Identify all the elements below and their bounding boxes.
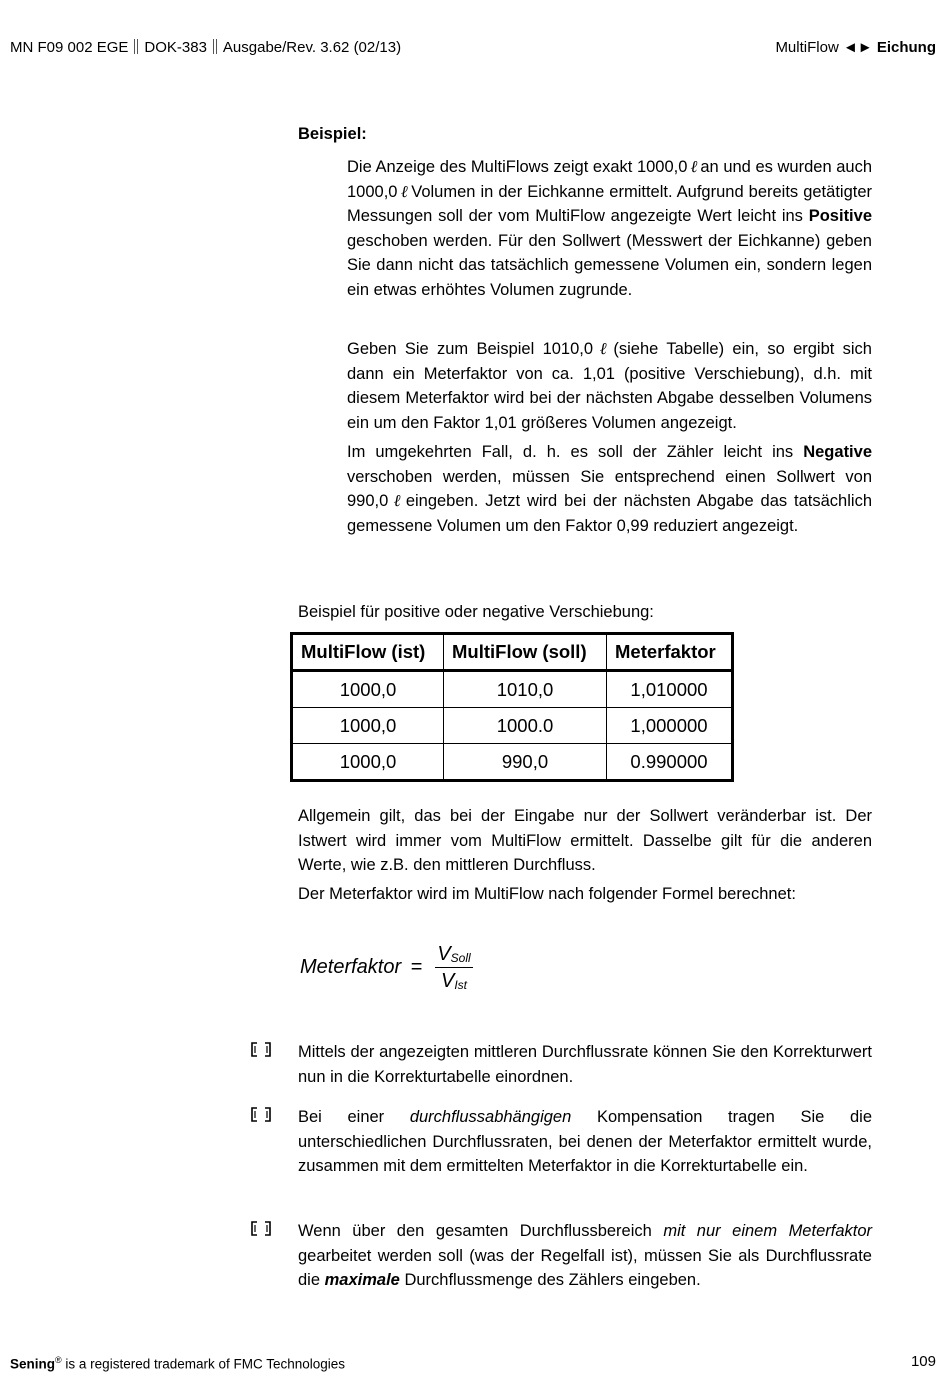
trademark-text: is a registered trademark of FMC Technologies <box>65 1356 346 1372</box>
liter-symbol: ℓ <box>400 181 409 201</box>
text: Durchflussmenge des Zählers eingeben. <box>404 1271 701 1289</box>
column-header: Meterfaktor <box>607 634 733 671</box>
bullet-item <box>298 1219 872 1293</box>
example-paragraph-1 <box>347 155 872 302</box>
text: Im umgekehrten Fall, d. h. es soll der Zähler leicht ins <box>347 443 794 461</box>
var: V <box>437 943 451 965</box>
table-cell: 990,0 <box>444 744 607 781</box>
text: verschoben werden, müssen Sie entsprechend einen Sollwert von 990,0 <box>347 467 872 510</box>
doc-ref: DOK-383 <box>144 39 207 56</box>
page-number: 109 <box>910 1353 936 1370</box>
table-caption: Beispiel für positive oder negative Verschiebung: <box>298 603 654 621</box>
equals-sign: = <box>410 956 423 978</box>
example-paragraph-3 <box>347 440 872 538</box>
nav-arrows-icon: ◄► <box>842 39 873 56</box>
footer-trademark <box>10 1355 345 1372</box>
table-row <box>292 744 733 781</box>
revision: Ausgabe/Rev. 3.62 (02/13) <box>222 39 402 56</box>
separator <box>213 39 217 54</box>
meterfactor-table <box>290 632 734 782</box>
subscript: Ist <box>454 978 467 992</box>
text: Volumen in der Eichkanne ermittelt. Aufgrund bereits getätigter Messungen soll der vom MultiFlow angezeigte Wert leicht ins <box>347 182 873 225</box>
italic-text: durchflussabhängigen <box>409 1108 572 1126</box>
formula-fraction <box>435 943 473 993</box>
bullet-item <box>298 1105 872 1179</box>
note-bracket-icon <box>251 1042 271 1057</box>
column-header: MultiFlow (ist) <box>292 634 444 671</box>
bold-text: Positive <box>808 207 872 225</box>
liter-symbol: ℓ <box>690 157 698 176</box>
formula-label: Meterfaktor <box>300 956 402 978</box>
text: Bei einer <box>298 1108 385 1126</box>
var: V <box>440 970 455 992</box>
numerator <box>435 943 473 966</box>
table-cell: 1,010000 <box>607 671 733 708</box>
table-header-row <box>292 634 733 671</box>
italic-text: mit nur einem Meterfaktor <box>663 1222 873 1240</box>
section-title: Eichung <box>876 39 936 56</box>
doc-id: MN F09 002 EGE <box>10 39 129 56</box>
registered-mark: ® <box>55 1355 62 1365</box>
header-section <box>775 39 936 56</box>
table-row <box>292 708 733 744</box>
liter-symbol: ℓ <box>596 339 611 358</box>
bold-italic-text: maximale <box>324 1271 400 1289</box>
note-bracket-icon <box>251 1107 271 1122</box>
text: Die Anzeige des MultiFlows zeigt exakt 1000,0 <box>347 158 688 176</box>
bullet-item: Mittels der angezeigten mittleren Durchflussrate können Sie den Korrekturwert nun in die Korrekturtabelle einordnen. <box>298 1043 872 1086</box>
table-cell: 1010,0 <box>444 671 607 708</box>
formula-intro: Der Meterfaktor wird im MultiFlow nach folgender Formel berechnet: <box>298 885 796 903</box>
table-cell: 1000.0 <box>444 708 607 744</box>
text: Kompensation tragen Sie die unterschiedlichen Durchflussraten, bei denen der Meterfaktor ermittelt wurde, zusammen mit dem ermittelten Meterfaktor in die Korrekturtabelle ein. <box>298 1108 872 1175</box>
denominator <box>435 970 473 993</box>
table-cell: 1000,0 <box>292 708 444 744</box>
general-paragraph: Allgemein gilt, das bei der Eingabe nur der Sollwert veränderbar ist. Der Istwert wird immer vom MultiFlow ermittelt. Dasselbe gilt für die anderen Werte, wie z.B. den mittleren Durchfluss. <box>298 807 872 874</box>
bold-text: Negative <box>803 443 872 461</box>
brand-name: Sening <box>10 1356 56 1372</box>
separator <box>134 39 138 54</box>
note-bracket-icon <box>251 1221 271 1236</box>
text: geschoben werden. Für den Sollwert (Messwert der Eichkanne) geben Sie dann nicht das tatsächlich gemessene Volumen ein, sondern legen ein etwas erhöhtes Volumen zugrunde. <box>347 231 872 299</box>
product-name: MultiFlow <box>775 39 839 56</box>
table-row <box>292 671 733 708</box>
text: an und es wurden auch 1000,0 <box>347 158 873 201</box>
text: eingeben. Jetzt wird bei der nächsten Abgabe das tatsächlich gemessene Volumen um den Faktor 0,99 reduziert angezeigt. <box>347 492 872 535</box>
fraction-bar <box>435 967 473 968</box>
example-title: Beispiel: <box>298 125 367 143</box>
table-cell: 1000,0 <box>292 671 444 708</box>
table-cell: 1000,0 <box>292 744 444 781</box>
liter-symbol: ℓ <box>391 491 403 510</box>
table-cell: 0.990000 <box>607 744 733 781</box>
formula-lhs <box>300 956 422 979</box>
subscript: Soll <box>450 951 471 965</box>
text: Geben Sie zum Beispiel 1010,0 <box>347 340 594 358</box>
column-header: MultiFlow (soll) <box>444 634 607 671</box>
header-doc-info <box>10 39 401 56</box>
text: (siehe Tabelle) ein, so ergibt sich dann ein Meterfaktor von ca. 1,01 (positive Verschiebung), d.h. mit diesem Meterfaktor wird bei der nächsten Abgabe desselben Volumens ein um den Faktor 1,01 größeres Volumen angezeigt. <box>347 340 872 432</box>
table-cell: 1,000000 <box>607 708 733 744</box>
text: Wenn über den gesamten Durchflussbereich <box>298 1222 652 1240</box>
text: gearbeitet werden soll (was der Regelfall ist), müssen Sie als Durchflussrate die <box>298 1246 872 1289</box>
example-paragraph-2 <box>347 337 872 435</box>
